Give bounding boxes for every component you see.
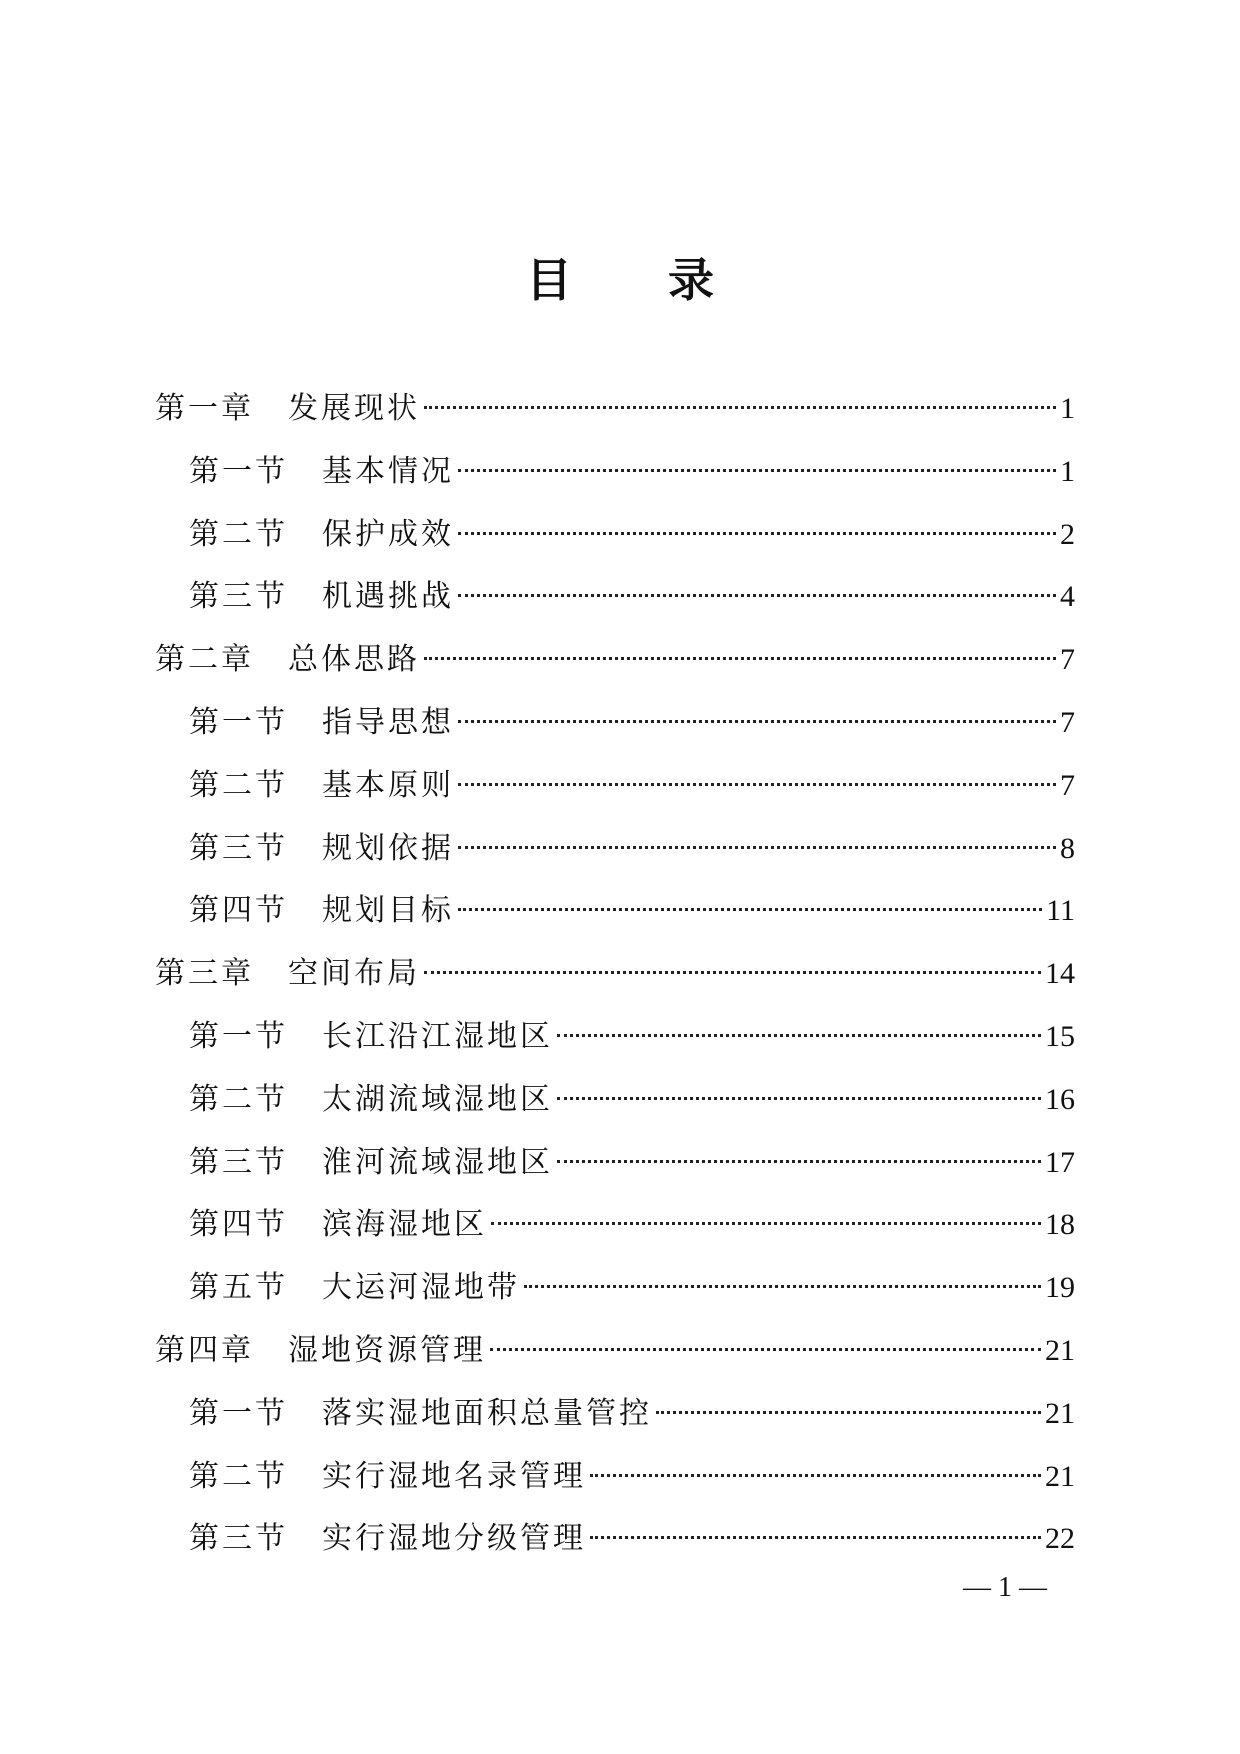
entry-page-number: 21 <box>1045 1459 1075 1493</box>
toc-entry[interactable] <box>155 1383 1075 1446</box>
entry-page-number: 4 <box>1060 580 1075 614</box>
toc-entry[interactable] <box>155 504 1075 567</box>
entry-page-number: 14 <box>1045 957 1075 991</box>
dot-leader <box>491 1222 1041 1225</box>
entry-page-number: 7 <box>1060 643 1075 677</box>
dot-leader <box>458 908 1042 911</box>
entry-title: 发展现状 <box>288 391 420 426</box>
entry-title: 实行湿地分级管理 <box>322 1521 586 1557</box>
entry-title: 湿地资源管理 <box>288 1332 486 1368</box>
entry-number: 第二节 <box>189 767 288 803</box>
entry-title: 指导思想 <box>322 704 454 740</box>
entry-title: 大运河湿地带 <box>322 1270 520 1306</box>
entry-title: 规划目标 <box>322 893 454 929</box>
entry-number: 第三节 <box>189 1521 288 1557</box>
toc-entry[interactable] <box>155 441 1075 504</box>
entry-number: 第二节 <box>189 516 288 552</box>
toc-entry[interactable] <box>155 1508 1075 1571</box>
entry-title: 总体思路 <box>288 642 420 678</box>
entry-number: 第一节 <box>189 1395 288 1431</box>
entry-title: 实行湿地名录管理 <box>322 1458 586 1494</box>
toc-entry[interactable] <box>155 566 1075 629</box>
dot-leader <box>458 532 1056 535</box>
entry-title: 长江沿江湿地区 <box>322 1018 553 1054</box>
entry-number: 第一节 <box>189 453 288 489</box>
entry-page-number: 7 <box>1060 768 1075 802</box>
toc-entry[interactable] <box>155 629 1075 692</box>
toc-entry[interactable] <box>155 818 1075 881</box>
dot-leader <box>557 1034 1041 1037</box>
entry-title: 基本原则 <box>322 767 454 803</box>
toc-list <box>155 378 1075 1571</box>
page-number-footer: — 1 — <box>963 1572 1047 1603</box>
dot-leader <box>458 783 1056 786</box>
entry-page-number: 1 <box>1060 454 1075 488</box>
dot-leader <box>458 469 1056 472</box>
entry-number: 第五节 <box>189 1270 288 1306</box>
entry-title: 滨海湿地区 <box>322 1207 487 1243</box>
toc-entry[interactable] <box>155 378 1075 441</box>
entry-page-number: 7 <box>1060 705 1075 739</box>
entry-page-number: 11 <box>1046 894 1075 928</box>
entry-page-number: 21 <box>1045 1396 1075 1430</box>
entry-number: 第三节 <box>189 830 288 866</box>
dot-leader <box>458 594 1056 597</box>
entry-number: 第三章 <box>155 956 254 992</box>
dot-leader <box>424 406 1056 409</box>
entry-title: 淮河流域湿地区 <box>322 1144 553 1180</box>
entry-number: 第二章 <box>155 642 254 678</box>
entry-number: 第一节 <box>189 704 288 740</box>
entry-page-number: 22 <box>1045 1522 1075 1556</box>
toc-entry[interactable] <box>155 1194 1075 1257</box>
toc-entry[interactable] <box>155 1069 1075 1132</box>
entry-number: 第一章 <box>155 391 254 426</box>
entry-number: 第四章 <box>155 1332 254 1368</box>
entry-page-number: 18 <box>1045 1208 1075 1242</box>
dot-leader <box>458 846 1056 849</box>
entry-title: 保护成效 <box>322 516 454 552</box>
dot-leader <box>424 971 1041 974</box>
entry-number: 第四节 <box>189 1207 288 1243</box>
entry-number: 第一节 <box>189 1018 288 1054</box>
dot-leader <box>458 720 1056 723</box>
entry-page-number: 16 <box>1045 1082 1075 1116</box>
entry-number: 第三节 <box>189 1144 288 1180</box>
entry-title: 太湖流域湿地区 <box>322 1081 553 1117</box>
dot-leader <box>524 1285 1041 1288</box>
dot-leader <box>424 657 1056 660</box>
entry-title: 空间布局 <box>288 956 420 992</box>
dot-leader <box>590 1474 1041 1477</box>
entry-page-number: 19 <box>1045 1271 1075 1305</box>
entry-page-number: 8 <box>1060 831 1075 865</box>
toc-entry[interactable] <box>155 1446 1075 1509</box>
entry-page-number: 21 <box>1045 1333 1075 1367</box>
entry-title: 规划依据 <box>322 830 454 866</box>
toc-title: 目 录 <box>525 253 754 307</box>
dot-leader <box>490 1348 1041 1351</box>
toc-entry[interactable] <box>155 1257 1075 1320</box>
toc-entry[interactable] <box>155 692 1075 755</box>
toc-entry[interactable] <box>155 1006 1075 1069</box>
entry-page-number: 2 <box>1060 517 1075 551</box>
entry-title: 基本情况 <box>322 453 454 489</box>
entry-page-number: 15 <box>1045 1019 1075 1053</box>
toc-entry[interactable] <box>155 755 1075 818</box>
toc-entry[interactable] <box>155 1132 1075 1195</box>
entry-number: 第二节 <box>189 1458 288 1494</box>
entry-title: 落实湿地面积总量管控 <box>322 1395 652 1431</box>
dot-leader <box>557 1097 1041 1100</box>
entry-title: 机遇挑战 <box>322 579 454 615</box>
dot-leader <box>590 1536 1041 1539</box>
entry-page-number: 1 <box>1060 392 1075 425</box>
toc-entry[interactable] <box>155 943 1075 1006</box>
dot-leader <box>656 1411 1041 1414</box>
toc-entry[interactable] <box>155 1320 1075 1383</box>
dot-leader <box>557 1160 1041 1163</box>
entry-number: 第四节 <box>189 893 288 929</box>
toc-entry[interactable] <box>155 880 1075 943</box>
entry-number: 第二节 <box>189 1081 288 1117</box>
entry-page-number: 17 <box>1045 1145 1075 1179</box>
entry-number: 第三节 <box>189 579 288 615</box>
